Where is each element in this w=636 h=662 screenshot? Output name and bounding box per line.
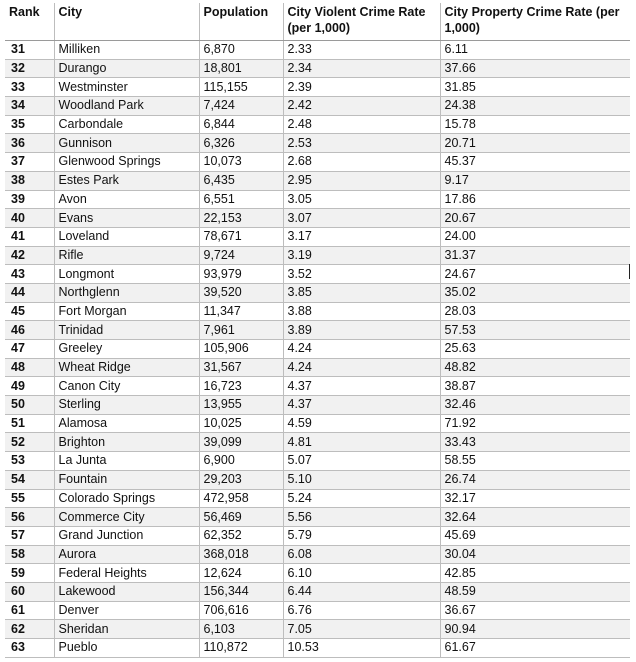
cell-rank: 38 — [5, 171, 54, 190]
cell-property-crime-rate: 58.55 — [440, 452, 630, 471]
cell-rank: 51 — [5, 414, 54, 433]
cell-population: 6,326 — [199, 134, 283, 153]
cell-violent-crime-rate: 3.88 — [283, 302, 440, 321]
cell-population: 39,520 — [199, 283, 283, 302]
cell-property-crime-rate: 28.03 — [440, 302, 630, 321]
cell-rank: 61 — [5, 601, 54, 620]
cell-violent-crime-rate: 10.53 — [283, 639, 440, 658]
cell-property-crime-rate: 35.02 — [440, 283, 630, 302]
cell-property-crime-rate: 37.66 — [440, 59, 630, 78]
cell-population: 6,103 — [199, 620, 283, 639]
cell-city: Estes Park — [54, 171, 199, 190]
cell-city: Greeley — [54, 340, 199, 359]
cell-city: Grand Junction — [54, 526, 199, 545]
cell-rank: 63 — [5, 639, 54, 658]
cell-rank: 49 — [5, 377, 54, 396]
cell-violent-crime-rate: 6.76 — [283, 601, 440, 620]
cell-rank: 35 — [5, 115, 54, 134]
cell-property-crime-rate: 48.59 — [440, 582, 630, 601]
header-rank: Rank — [5, 3, 54, 41]
cell-city: Loveland — [54, 227, 199, 246]
cell-violent-crime-rate: 5.07 — [283, 452, 440, 471]
table-row — [5, 508, 630, 527]
table-row — [5, 452, 630, 471]
cell-property-crime-rate: 20.71 — [440, 134, 630, 153]
cell-rank: 37 — [5, 153, 54, 172]
edge-cursor-mark — [629, 264, 630, 279]
cell-population: 78,671 — [199, 227, 283, 246]
cell-city: Colorado Springs — [54, 489, 199, 508]
table-row — [5, 134, 630, 153]
cell-city: Evans — [54, 209, 199, 228]
cell-property-crime-rate: 32.46 — [440, 396, 630, 415]
cell-rank: 53 — [5, 452, 54, 471]
cell-population: 6,844 — [199, 115, 283, 134]
cell-rank: 60 — [5, 582, 54, 601]
cell-rank: 62 — [5, 620, 54, 639]
table-row — [5, 396, 630, 415]
cell-population: 31,567 — [199, 358, 283, 377]
header-violent-crime-rate: City Violent Crime Rate (per 1,000) — [283, 3, 440, 41]
cell-population: 7,961 — [199, 321, 283, 340]
table-row — [5, 582, 630, 601]
cell-property-crime-rate: 26.74 — [440, 470, 630, 489]
cell-population: 156,344 — [199, 582, 283, 601]
table-row — [5, 171, 630, 190]
cell-city: Lakewood — [54, 582, 199, 601]
cell-population: 39,099 — [199, 433, 283, 452]
cell-city: Westminster — [54, 78, 199, 97]
cell-city: Commerce City — [54, 508, 199, 527]
cell-violent-crime-rate: 4.24 — [283, 340, 440, 359]
cell-property-crime-rate: 24.67 — [440, 265, 630, 284]
cell-population: 93,979 — [199, 265, 283, 284]
header-city: City — [54, 3, 199, 41]
cell-violent-crime-rate: 2.34 — [283, 59, 440, 78]
table-row — [5, 246, 630, 265]
table-row — [5, 433, 630, 452]
cell-population: 706,616 — [199, 601, 283, 620]
cell-city: Carbondale — [54, 115, 199, 134]
cell-violent-crime-rate: 6.44 — [283, 582, 440, 601]
cell-violent-crime-rate: 5.56 — [283, 508, 440, 527]
cell-property-crime-rate: 9.17 — [440, 171, 630, 190]
cell-population: 472,958 — [199, 489, 283, 508]
cell-population: 368,018 — [199, 545, 283, 564]
cell-rank: 45 — [5, 302, 54, 321]
cell-violent-crime-rate: 5.10 — [283, 470, 440, 489]
table-row — [5, 227, 630, 246]
table-body — [5, 41, 630, 658]
header-row — [5, 3, 630, 41]
cell-rank: 34 — [5, 97, 54, 116]
cell-violent-crime-rate: 2.39 — [283, 78, 440, 97]
cell-population: 56,469 — [199, 508, 283, 527]
table-row — [5, 564, 630, 583]
table-row — [5, 489, 630, 508]
cell-rank: 32 — [5, 59, 54, 78]
table-row — [5, 190, 630, 209]
table-row — [5, 283, 630, 302]
table-row — [5, 470, 630, 489]
cell-population: 115,155 — [199, 78, 283, 97]
cell-property-crime-rate: 17.86 — [440, 190, 630, 209]
cell-city: Canon City — [54, 377, 199, 396]
cell-city: Pueblo — [54, 639, 199, 658]
cell-violent-crime-rate: 3.89 — [283, 321, 440, 340]
cell-property-crime-rate: 30.04 — [440, 545, 630, 564]
table-row — [5, 601, 630, 620]
cell-city: Brighton — [54, 433, 199, 452]
cell-population: 9,724 — [199, 246, 283, 265]
cell-city: Milliken — [54, 41, 199, 60]
table-row — [5, 302, 630, 321]
cell-population: 13,955 — [199, 396, 283, 415]
table-row — [5, 78, 630, 97]
cell-violent-crime-rate: 2.53 — [283, 134, 440, 153]
table-row — [5, 340, 630, 359]
cell-city: Glenwood Springs — [54, 153, 199, 172]
cell-city: Fountain — [54, 470, 199, 489]
cell-city: Avon — [54, 190, 199, 209]
cell-population: 16,723 — [199, 377, 283, 396]
cell-violent-crime-rate: 5.79 — [283, 526, 440, 545]
cell-population: 10,025 — [199, 414, 283, 433]
cell-population: 6,551 — [199, 190, 283, 209]
cell-city: Sterling — [54, 396, 199, 415]
table-row — [5, 153, 630, 172]
table-row — [5, 358, 630, 377]
table-row — [5, 97, 630, 116]
cell-population: 11,347 — [199, 302, 283, 321]
cell-property-crime-rate: 31.85 — [440, 78, 630, 97]
cell-property-crime-rate: 90.94 — [440, 620, 630, 639]
cell-rank: 50 — [5, 396, 54, 415]
cell-violent-crime-rate: 6.08 — [283, 545, 440, 564]
crime-rate-table-container — [5, 3, 630, 658]
table-row — [5, 115, 630, 134]
cell-population: 62,352 — [199, 526, 283, 545]
cell-property-crime-rate: 42.85 — [440, 564, 630, 583]
cell-violent-crime-rate: 5.24 — [283, 489, 440, 508]
cell-population: 6,870 — [199, 41, 283, 60]
cell-rank: 58 — [5, 545, 54, 564]
cell-city: Durango — [54, 59, 199, 78]
cell-property-crime-rate: 57.53 — [440, 321, 630, 340]
cell-property-crime-rate: 20.67 — [440, 209, 630, 228]
cell-city: Woodland Park — [54, 97, 199, 116]
cell-rank: 33 — [5, 78, 54, 97]
cell-property-crime-rate: 15.78 — [440, 115, 630, 134]
cell-rank: 47 — [5, 340, 54, 359]
cell-violent-crime-rate: 4.59 — [283, 414, 440, 433]
cell-violent-crime-rate: 3.07 — [283, 209, 440, 228]
cell-city: Gunnison — [54, 134, 199, 153]
cell-city: Wheat Ridge — [54, 358, 199, 377]
cell-violent-crime-rate: 3.05 — [283, 190, 440, 209]
cell-population: 110,872 — [199, 639, 283, 658]
table-row — [5, 639, 630, 658]
cell-property-crime-rate: 6.11 — [440, 41, 630, 60]
cell-rank: 48 — [5, 358, 54, 377]
table-row — [5, 377, 630, 396]
cell-property-crime-rate: 45.37 — [440, 153, 630, 172]
cell-rank: 44 — [5, 283, 54, 302]
cell-violent-crime-rate: 4.37 — [283, 396, 440, 415]
cell-rank: 52 — [5, 433, 54, 452]
cell-property-crime-rate: 33.43 — [440, 433, 630, 452]
table-row — [5, 545, 630, 564]
cell-population: 6,900 — [199, 452, 283, 471]
table-row — [5, 321, 630, 340]
cell-rank: 59 — [5, 564, 54, 583]
cell-violent-crime-rate: 3.52 — [283, 265, 440, 284]
cell-city: Alamosa — [54, 414, 199, 433]
cell-rank: 54 — [5, 470, 54, 489]
cell-population: 12,624 — [199, 564, 283, 583]
table-row — [5, 414, 630, 433]
cell-city: Rifle — [54, 246, 199, 265]
cell-rank: 46 — [5, 321, 54, 340]
cell-property-crime-rate: 71.92 — [440, 414, 630, 433]
cell-city: Aurora — [54, 545, 199, 564]
cell-property-crime-rate: 32.17 — [440, 489, 630, 508]
cell-violent-crime-rate: 2.33 — [283, 41, 440, 60]
cell-population: 105,906 — [199, 340, 283, 359]
cell-city: Sheridan — [54, 620, 199, 639]
cell-rank: 42 — [5, 246, 54, 265]
cell-rank: 56 — [5, 508, 54, 527]
cell-rank: 40 — [5, 209, 54, 228]
cell-property-crime-rate: 45.69 — [440, 526, 630, 545]
table-row — [5, 620, 630, 639]
cell-property-crime-rate: 36.67 — [440, 601, 630, 620]
table-row — [5, 59, 630, 78]
cell-property-crime-rate: 31.37 — [440, 246, 630, 265]
cell-violent-crime-rate: 3.85 — [283, 283, 440, 302]
cell-violent-crime-rate: 2.42 — [283, 97, 440, 116]
cell-population: 18,801 — [199, 59, 283, 78]
table-row — [5, 526, 630, 545]
cell-property-crime-rate: 24.38 — [440, 97, 630, 116]
cell-city: Denver — [54, 601, 199, 620]
cell-rank: 36 — [5, 134, 54, 153]
cell-city: Longmont — [54, 265, 199, 284]
cell-city: Fort Morgan — [54, 302, 199, 321]
cell-property-crime-rate: 38.87 — [440, 377, 630, 396]
cell-rank: 39 — [5, 190, 54, 209]
cell-violent-crime-rate: 7.05 — [283, 620, 440, 639]
cell-property-crime-rate: 32.64 — [440, 508, 630, 527]
header-property-crime-rate: City Property Crime Rate (per 1,000) — [440, 3, 630, 41]
cell-violent-crime-rate: 4.24 — [283, 358, 440, 377]
cell-property-crime-rate: 48.82 — [440, 358, 630, 377]
table-header — [5, 3, 630, 41]
cell-violent-crime-rate: 3.17 — [283, 227, 440, 246]
cell-population: 10,073 — [199, 153, 283, 172]
cell-population: 7,424 — [199, 97, 283, 116]
cell-population: 6,435 — [199, 171, 283, 190]
cell-violent-crime-rate: 2.95 — [283, 171, 440, 190]
cell-violent-crime-rate: 2.68 — [283, 153, 440, 172]
header-population: Population — [199, 3, 283, 41]
cell-violent-crime-rate: 3.19 — [283, 246, 440, 265]
cell-violent-crime-rate: 6.10 — [283, 564, 440, 583]
cell-rank: 41 — [5, 227, 54, 246]
table-row — [5, 265, 630, 284]
cell-rank: 55 — [5, 489, 54, 508]
cell-rank: 57 — [5, 526, 54, 545]
cell-rank: 31 — [5, 41, 54, 60]
cell-rank: 43 — [5, 265, 54, 284]
table-row — [5, 41, 630, 60]
table-row — [5, 209, 630, 228]
cell-property-crime-rate: 24.00 — [440, 227, 630, 246]
cell-violent-crime-rate: 4.81 — [283, 433, 440, 452]
cell-city: Trinidad — [54, 321, 199, 340]
cell-city: Federal Heights — [54, 564, 199, 583]
cell-violent-crime-rate: 2.48 — [283, 115, 440, 134]
cell-population: 29,203 — [199, 470, 283, 489]
cell-violent-crime-rate: 4.37 — [283, 377, 440, 396]
crime-rate-table — [5, 3, 630, 658]
cell-city: La Junta — [54, 452, 199, 471]
cell-property-crime-rate: 25.63 — [440, 340, 630, 359]
cell-property-crime-rate: 61.67 — [440, 639, 630, 658]
cell-population: 22,153 — [199, 209, 283, 228]
cell-city: Northglenn — [54, 283, 199, 302]
